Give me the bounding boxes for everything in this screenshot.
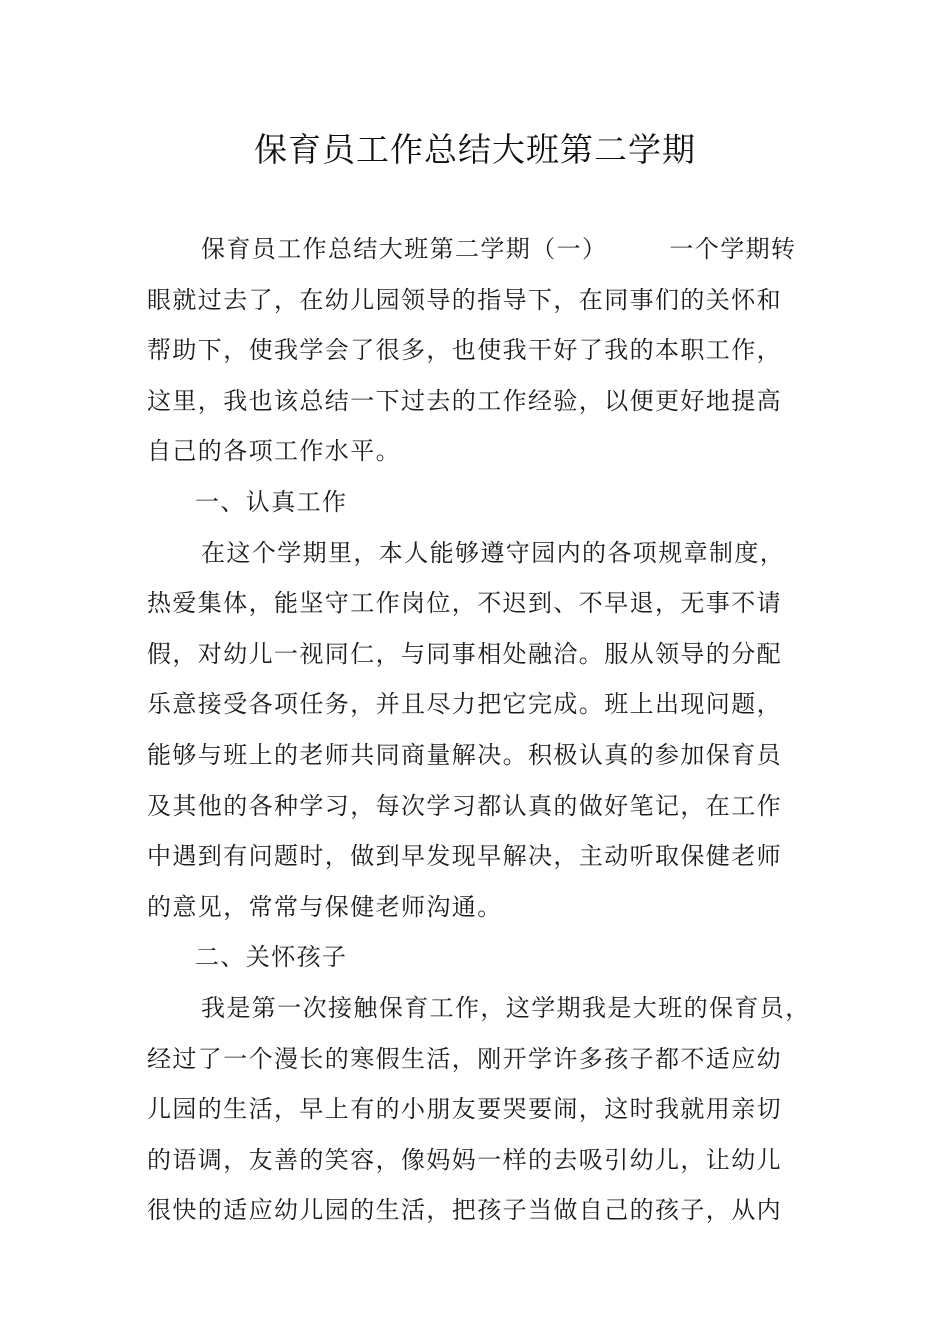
section1-line-2: 热爱集体，能坚守工作岗位，不迟到、不早退，无事不请 — [147, 589, 782, 618]
section1-line-7: 中遇到有问题时，做到早发现早解决，主动听取保健老师 — [147, 842, 782, 871]
section1-line-5: 能够与班上的老师共同商量解决。积极认真的参加保育员 — [147, 740, 782, 769]
section2-heading: 二、关怀孩子 — [195, 943, 348, 972]
intro-heading-inline: 保育员工作总结大班第二学期（一） — [201, 235, 608, 263]
section2-line-4: 的语调，友善的笑容，像妈妈一样的去吸引幼儿，让幼儿 — [147, 1145, 782, 1174]
section1-line-3: 假，对幼儿一视同仁，与同事相处融洽。服从领导的分配 — [147, 639, 782, 668]
section2-line-3: 儿园的生活，早上有的小朋友要哭要闹，这时我就用亲切 — [147, 1095, 782, 1124]
section1-line-6: 及其他的各种学习，每次学习都认真的做好笔记，在工作 — [147, 791, 782, 820]
document-body — [147, 224, 817, 1236]
intro-line-2: 眼就过去了，在幼儿园领导的指导下，在同事们的关怀和 — [147, 285, 782, 314]
intro-first-line — [147, 224, 817, 275]
section1-heading: 一、认真工作 — [195, 487, 348, 516]
intro-line-3: 帮助下，使我学会了很多，也使我干好了我的本职工作， — [147, 336, 782, 365]
section2-line-2: 经过了一个漫长的寒假生活，刚开学许多孩子都不适应幼 — [147, 1044, 782, 1073]
intro-line-5: 自己的各项工作水平。 — [147, 437, 401, 466]
section2-line-5: 很快的适应幼儿园的生活，把孩子当做自己的孩子，从内 — [147, 1196, 782, 1225]
section1-line-8: 的意见，常常与保健老师沟通。 — [147, 892, 503, 921]
document-title: 保育员工作总结大班第二学期 — [254, 130, 696, 169]
intro-line-4: 这里，我也该总结一下过去的工作经验，以便更好地提高 — [147, 386, 782, 415]
intro-line-1: 一个学期转 — [669, 235, 797, 263]
section1-line-4: 乐意接受各项任务，并且尽力把它完成。班上出现问题， — [147, 690, 782, 719]
section2-line-1: 我是第一次接触保育工作，这学期我是大班的保育员， — [201, 993, 811, 1022]
section1-line-1: 在这个学期里，本人能够遵守园内的各项规章制度， — [201, 538, 786, 567]
